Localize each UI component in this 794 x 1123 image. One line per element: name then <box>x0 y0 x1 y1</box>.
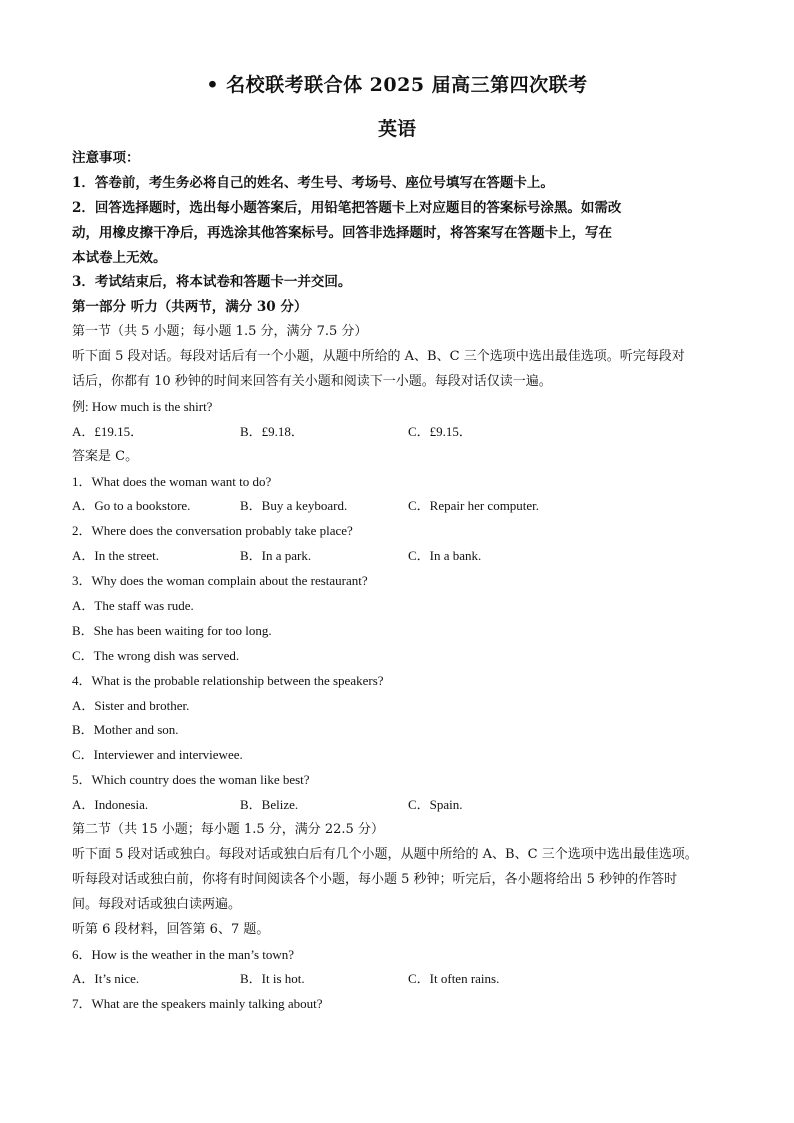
part1-heading: 第一部分 听力（共两节，满分 30 分） <box>72 299 308 316</box>
section1-heading: 第一节（共 5 小题；每小题 1.5 分，满分 7.5 分） <box>72 324 368 340</box>
notice-item-2-line-3: 本试卷上无效。 <box>72 249 167 266</box>
subject-title: 英语 <box>377 118 416 140</box>
question-6-option-a: A．It’s nice. <box>72 971 140 987</box>
question-3: 3．Why does the woman complain about the restaurant? <box>72 573 368 589</box>
example-question: 例: How much is the shirt? <box>72 398 213 414</box>
section2-instruction-line-1: 听下面 5 段对话或独白。每段对话或独白后有几个小题，从题中所给的 A、B、C 三个选项中选出最佳选项。 <box>72 846 698 862</box>
example-option-c: C．£9.15． <box>408 423 472 439</box>
exam-body <box>72 146 727 1017</box>
question-6-option-c: C．It often rains. <box>408 971 500 987</box>
question-2-option-a: A．In the street. <box>72 548 160 564</box>
question-6-option-b: B．It is hot. <box>240 971 305 987</box>
notice-item-1: 1．答卷前，考生务必将自己的姓名、考生号、考场号、座位号填写在答题卡上。 <box>72 174 554 191</box>
question-1-option-b: B．Buy a keyboard. <box>240 498 348 514</box>
example-answer: 答案是 C。 <box>72 448 139 464</box>
question-3-option-c: C．The wrong dish was served. <box>72 647 240 663</box>
question-1-option-a: A．Go to a bookstore. <box>72 498 191 514</box>
question-5-options <box>72 793 727 818</box>
question-1-options <box>72 494 727 519</box>
question-5: 5．Which country does the woman like best? <box>72 772 310 788</box>
question-1-option-c: C．Repair her computer. <box>408 498 540 514</box>
section1-instruction-line-1: 听下面 5 段对话。每段对话后有一个小题，从题中所给的 A、B、C 三个选项中选出最佳选项。听完每段对 <box>72 349 685 365</box>
question-6: 6．How is the weather in the man’s town? <box>72 946 295 962</box>
exam-title: • 名校联考联合体 2025 届高三第四次联考 <box>206 74 588 96</box>
section2-instruction-line-2: 听每段对话或独白前，你将有时间阅读各个小题，每小题 5 秒钟；听完后，各小题将给出 5 秒钟的作答时 <box>72 871 678 887</box>
section2-heading: 第二节（共 15 小题；每小题 1.5 分，满分 22.5 分） <box>72 822 384 838</box>
question-5-option-a: A．Indonesia. <box>72 797 149 813</box>
question-3-option-b: B．She has been waiting for too long. <box>72 622 272 638</box>
question-2-options <box>72 544 727 569</box>
question-3-option-a: A．The staff was rude. <box>72 598 194 614</box>
question-4: 4．What is the probable relationship between the speakers? <box>72 672 384 688</box>
question-2-option-b: B．In a park. <box>240 548 312 564</box>
question-5-option-c: C．Spain. <box>408 797 463 813</box>
notice-item-2-line-1: 2．回答选择题时，选出每小题答案后，用铅笔把答题卡上对应题目的答案标号涂黑。如需改 <box>72 199 622 216</box>
question-4-option-b: B．Mother and son. <box>72 722 179 738</box>
notice-item-3: 3．考试结束后，将本试卷和答题卡一并交回。 <box>72 274 352 291</box>
section1-instruction-line-2: 话后，你都有 10 秒钟的时间来回答有关小题和阅读下一小题。每段对话仅读一遍。 <box>72 374 552 390</box>
question-4-option-a: A．Sister and brother. <box>72 697 190 713</box>
material-6-heading: 听第 6 段材料，回答第 6、7 题。 <box>72 921 270 937</box>
example-option-b: B．£9.18． <box>240 423 304 439</box>
question-2-option-c: C．In a bank. <box>408 548 482 564</box>
section2-instruction-line-3: 间。每段对话或独白读两遍。 <box>72 896 242 912</box>
question-7: 7．What are the speakers mainly talking about? <box>72 996 323 1012</box>
question-4-option-c: C．Interviewer and interviewee. <box>72 747 243 763</box>
example-option-a: A．£19.15． <box>72 423 144 439</box>
question-5-option-b: B．Belize. <box>240 797 299 813</box>
question-1: 1．What does the woman want to do? <box>72 473 272 489</box>
question-6-options <box>72 967 727 992</box>
notice-item-2-line-2: 动，用橡皮擦干净后，再选涂其他答案标号。回答非选择题时，将答案写在答题卡上，写在 <box>72 224 612 241</box>
example-options <box>72 420 727 445</box>
question-2: 2．Where does the conversation probably take place? <box>72 523 353 539</box>
notice-heading: 注意事项： <box>72 150 140 166</box>
